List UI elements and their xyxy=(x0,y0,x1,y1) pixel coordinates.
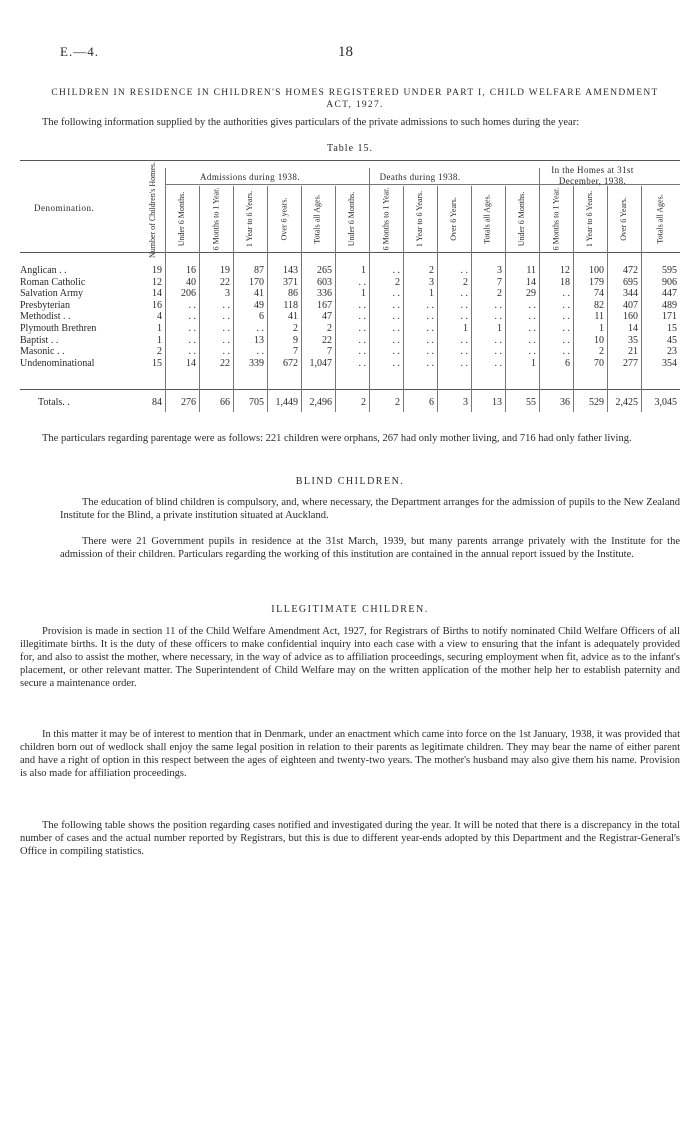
totals-cell: 6 xyxy=(429,397,434,408)
denomination-name: Presbyterian xyxy=(20,299,70,311)
parentage-paragraph: The particulars regarding parentage were as follows: 221 children were orphans, 267 had only mother living, and 716 had only father living. xyxy=(42,433,632,444)
table-cell: . . xyxy=(562,323,570,334)
in-homes-group-header: In the Homes at 31st December, 1938. xyxy=(551,165,634,186)
denomination-name: Methodist . . xyxy=(20,311,71,323)
column-header-text: Under 6 Months. xyxy=(517,191,527,247)
table-cell: . . xyxy=(358,276,366,288)
table-row xyxy=(20,300,680,311)
table-cell: . . xyxy=(426,311,434,323)
table-cell: . . xyxy=(392,311,400,323)
table-cell: . . xyxy=(222,311,230,323)
table-cell: . . xyxy=(562,346,570,358)
table-cell: 3 xyxy=(225,288,230,300)
column-header-text: Totals all Ages. xyxy=(313,194,322,244)
table-cell: 49 xyxy=(254,299,264,311)
column-header xyxy=(612,188,636,250)
table-cell: 447 xyxy=(662,288,677,300)
table-cell: . . xyxy=(222,346,230,358)
column-header-text: 6 Months to 1 Year. xyxy=(551,187,560,251)
table-cell: . . xyxy=(460,265,468,276)
table-cell: . . xyxy=(426,334,434,346)
column-header xyxy=(170,188,194,250)
table-cell: . . xyxy=(392,357,400,369)
table-cell: 19 xyxy=(152,265,162,276)
table-cell: 7 xyxy=(497,276,502,288)
table-cell: . . xyxy=(358,346,366,358)
table-cell: 82 xyxy=(594,299,604,311)
table-cell: . . xyxy=(528,299,536,311)
table-cell: . . xyxy=(426,299,434,311)
table-cell: . . xyxy=(460,311,468,323)
table-cell: 489 xyxy=(662,299,677,311)
table-cell: . . xyxy=(358,357,366,369)
table-cell: 1 xyxy=(599,323,604,334)
table-cell: . . xyxy=(358,311,366,323)
table-cell: 160 xyxy=(623,311,638,323)
table-cell: 11 xyxy=(526,265,536,276)
table-cell: 100 xyxy=(589,265,604,276)
table-cell: 371 xyxy=(283,276,298,288)
table-cell: 1 xyxy=(429,288,434,300)
column-header-text: 1 Year to 6 Years. xyxy=(245,190,255,248)
table-cell: 1 xyxy=(497,323,502,334)
table-cell: 21 xyxy=(628,346,638,358)
blind-paragraph-1: The education of blind children is compulsory, and, where necessary, the Department arranges for the admission of pupils to the New Zealand Institute for the Blind, a private institution situated at Auckland. xyxy=(60,497,680,521)
table-cell: . . xyxy=(460,334,468,346)
table-cell: 265 xyxy=(317,265,332,276)
illegitimate-children-heading: ILLEGITIMATE CHILDREN. xyxy=(271,604,429,615)
table-cell: . . xyxy=(392,288,400,300)
table-cell: 6 xyxy=(259,311,264,323)
totals-cell: 3 xyxy=(463,397,468,408)
column-header-text: Under 6 Months. xyxy=(347,191,357,247)
table-rule-head xyxy=(20,252,680,253)
table-cell: 336 xyxy=(317,288,332,300)
column-header xyxy=(238,188,262,250)
table-cell: 14 xyxy=(526,276,536,288)
table-cell: . . xyxy=(562,311,570,323)
table-cell: 29 xyxy=(526,288,536,300)
table-row xyxy=(20,265,680,276)
table-cell: 15 xyxy=(667,323,677,334)
table-cell: 206 xyxy=(181,288,196,300)
table-cell: 14 xyxy=(152,288,162,300)
table-cell: 7 xyxy=(327,346,332,358)
table-cell: 18 xyxy=(560,276,570,288)
table-cell: 2 xyxy=(395,276,400,288)
table-cell: 2 xyxy=(293,323,298,334)
totals-cell: 705 xyxy=(249,397,264,408)
table-title: CHILDREN IN RESIDENCE IN CHILDREN'S HOMES REGISTERED UNDER PART I, CHILD WELFARE AMENDMENT ACT, 1927. xyxy=(51,88,659,110)
table-cell: 595 xyxy=(662,265,677,276)
table-cell: 14 xyxy=(186,357,196,369)
illegitimate-paragraph-3: The following table shows the position regarding cases notified and investigated during the year. It will be noted that there is a discrepancy in the total number of cases and the actual number reported by Registrars, but this is due to different year-ends adopted by this Department and the Registrar-General's Office in compiling statistics. xyxy=(20,820,680,857)
table-cell: . . xyxy=(494,346,502,358)
table-cell: 277 xyxy=(623,357,638,369)
table-cell: 354 xyxy=(662,357,677,369)
denomination-name: Salvation Army xyxy=(20,288,84,300)
column-header xyxy=(578,188,602,250)
totals-cell: 529 xyxy=(589,397,604,408)
denomination-name: Masonic . . xyxy=(20,346,65,358)
table-cell: 179 xyxy=(589,276,604,288)
table-cell: 2 xyxy=(599,346,604,358)
table-cell: 906 xyxy=(662,276,677,288)
table-cell: . . xyxy=(222,334,230,346)
table-cell: . . xyxy=(392,299,400,311)
table-cell: . . xyxy=(222,299,230,311)
table-cell: 344 xyxy=(623,288,638,300)
totals-cell: 84 xyxy=(152,397,162,408)
table-cell: . . xyxy=(494,311,502,323)
table-cell: . . xyxy=(188,346,196,358)
denomination-name: Plymouth Brethren xyxy=(20,323,97,334)
totals-cell: 276 xyxy=(181,397,196,408)
table-cell: 41 xyxy=(288,311,298,323)
table-cell: 472 xyxy=(623,265,638,276)
table-cell: 167 xyxy=(317,299,332,311)
table-cell: 41 xyxy=(254,288,264,300)
table-cell: 2 xyxy=(497,288,502,300)
totals-cell: 13 xyxy=(492,397,502,408)
table-cell: 3 xyxy=(429,276,434,288)
table-cell: 407 xyxy=(623,299,638,311)
table-cell: 1,047 xyxy=(309,357,332,369)
deaths-group-header: Deaths during 1938. xyxy=(379,172,461,182)
report-reference: E.—4. xyxy=(60,44,99,59)
table-cell: . . xyxy=(392,334,400,346)
table-cell: . . xyxy=(460,357,468,369)
column-header-text: 1 Year to 6 Years. xyxy=(415,190,425,248)
table-cell: 2 xyxy=(157,346,162,358)
table-cell: . . xyxy=(460,346,468,358)
table-cell: 15 xyxy=(152,357,162,369)
column-header xyxy=(374,188,398,250)
column-header xyxy=(141,161,165,259)
table-cell: 339 xyxy=(249,357,264,369)
table-row xyxy=(20,277,680,288)
table-rule-group2 xyxy=(335,184,505,185)
denomination-name: Undenominational xyxy=(20,357,95,369)
totals-cell: 1,449 xyxy=(275,397,298,408)
totals-cell: 66 xyxy=(220,397,230,408)
table-cell: 1 xyxy=(157,334,162,346)
table-cell: . . xyxy=(358,299,366,311)
table-cell: . . xyxy=(392,265,400,276)
table-row xyxy=(20,358,680,369)
table-cell: 171 xyxy=(662,311,677,323)
table-row xyxy=(20,288,680,299)
table-cell: 170 xyxy=(249,276,264,288)
denomination-header: Denomination. xyxy=(34,203,95,213)
table-cell: 2 xyxy=(463,276,468,288)
column-header xyxy=(272,188,296,250)
table-cell: 3 xyxy=(497,265,502,276)
table-cell: 1 xyxy=(463,323,468,334)
table-cell: 87 xyxy=(254,265,264,276)
table-row xyxy=(20,311,680,322)
table-cell: 1 xyxy=(531,357,536,369)
table-cell: . . xyxy=(528,311,536,323)
table-cell: 9 xyxy=(293,334,298,346)
totals-cell: 36 xyxy=(560,397,570,408)
table-cell: . . xyxy=(426,357,434,369)
totals-cell: 3,045 xyxy=(654,397,677,408)
column-header-text: Over 6 years. xyxy=(279,197,288,241)
table-cell: 672 xyxy=(283,357,298,369)
table-cell: 7 xyxy=(293,346,298,358)
table-cell: . . xyxy=(256,346,264,358)
table-cell: 23 xyxy=(667,346,677,358)
table-cell: . . xyxy=(392,323,400,334)
totals-label: Totals. . xyxy=(38,397,70,408)
table-cell: 19 xyxy=(220,265,230,276)
column-header-text: Over 6 Years. xyxy=(449,197,458,241)
intro-paragraph: The following information supplied by the authorities gives particulars of the private admissions to such homes during the year: xyxy=(42,117,580,128)
table-cell: . . xyxy=(528,323,536,334)
table-cell: . . xyxy=(188,334,196,346)
table-cell: 695 xyxy=(623,276,638,288)
column-header-text: 6 Months to 1 Year. xyxy=(211,187,220,251)
table-row xyxy=(20,323,680,334)
table-cell: 47 xyxy=(322,311,332,323)
table-cell: 74 xyxy=(594,288,604,300)
table-cell: 2 xyxy=(327,323,332,334)
column-header xyxy=(442,188,466,250)
column-header xyxy=(510,188,534,250)
table-cell: 4 xyxy=(157,311,162,323)
table-cell: . . xyxy=(256,323,264,334)
denomination-name: Roman Catholic xyxy=(20,276,86,288)
table-cell: . . xyxy=(562,288,570,300)
denomination-name: Baptist . . xyxy=(20,334,59,346)
table-cell: 70 xyxy=(594,357,604,369)
admissions-group-header: Admissions during 1938. xyxy=(200,172,300,182)
table-cell: 16 xyxy=(186,265,196,276)
column-header-text: 1 Year to 6 Years. xyxy=(585,190,595,248)
table-cell: . . xyxy=(188,299,196,311)
table-cell: 22 xyxy=(220,276,230,288)
table-rule-group1 xyxy=(165,184,335,185)
table-cell: 12 xyxy=(152,276,162,288)
table-cell: 22 xyxy=(322,334,332,346)
column-header-text: 6 Months to 1 Year. xyxy=(381,187,390,251)
table-cell: 1 xyxy=(361,288,366,300)
totals-cell: 2 xyxy=(361,397,366,408)
table-cell: 86 xyxy=(288,288,298,300)
table-cell: . . xyxy=(494,357,502,369)
column-header xyxy=(408,188,432,250)
table-cell: . . xyxy=(528,346,536,358)
table-cell: 143 xyxy=(283,265,298,276)
table-row xyxy=(20,335,680,346)
column-header xyxy=(476,188,500,250)
table-cell: . . xyxy=(426,323,434,334)
table-cell: . . xyxy=(494,334,502,346)
table-cell: . . xyxy=(562,299,570,311)
table-cell: . . xyxy=(562,334,570,346)
column-header xyxy=(340,188,364,250)
table-row xyxy=(20,346,680,357)
table-cell: 11 xyxy=(594,311,604,323)
totals-cell: 2,425 xyxy=(615,397,638,408)
illegitimate-paragraph-1: Provision is made in section 11 of the Child Welfare Amendment Act, 1927, for Registrars of Births to notify nominated Child Welfare Officers of all illegitimate births. It is the duty of these officers to make confidential inquiry into each case with a view to ensuring that the infant is adequately provided for, and also to assist the mother, where necessary, in the way of advice as to affiliation proceedings, securing employment when fit, advice as to the infant's placement, or other relevant matter. The Superintendent of Child Welfare may on the written application of the mother help her to establish paternity and secure a maintenance order. xyxy=(20,626,680,689)
table-cell: . . xyxy=(426,346,434,358)
table-cell: 603 xyxy=(317,276,332,288)
totals-row xyxy=(20,397,680,409)
table-cell: . . xyxy=(358,323,366,334)
totals-cell: 2,496 xyxy=(309,397,332,408)
column-header xyxy=(204,188,228,250)
table-cell: 1 xyxy=(157,323,162,334)
table-cell: 16 xyxy=(152,299,162,311)
table-cell: 40 xyxy=(186,276,196,288)
table-cell: . . xyxy=(222,323,230,334)
table-cell: . . xyxy=(358,334,366,346)
table-cell: . . xyxy=(392,346,400,358)
totals-cell: 2 xyxy=(395,397,400,408)
table-cell: . . xyxy=(188,323,196,334)
column-header-text: Under 6 Months. xyxy=(177,191,187,247)
table-cell: 45 xyxy=(667,334,677,346)
column-header xyxy=(649,188,673,250)
table-cell: 13 xyxy=(254,334,264,346)
table-cell: 35 xyxy=(628,334,638,346)
table-cell: 10 xyxy=(594,334,604,346)
table-cell: . . xyxy=(494,299,502,311)
column-header xyxy=(306,188,330,250)
column-header xyxy=(544,188,568,250)
table-cell: . . xyxy=(460,299,468,311)
blind-children-heading: BLIND CHILDREN. xyxy=(295,476,405,487)
table-cell: . . xyxy=(188,311,196,323)
table-cell: 12 xyxy=(560,265,570,276)
totals-cell: 55 xyxy=(526,397,536,408)
table-rule-totals xyxy=(20,389,680,390)
denomination-name: Anglican . . xyxy=(20,265,67,276)
table-rule-top xyxy=(20,160,680,161)
table-cell: 6 xyxy=(565,357,570,369)
table-cell: . . xyxy=(460,288,468,300)
table-caption: Table 15. xyxy=(326,143,374,154)
table-cell: . . xyxy=(528,334,536,346)
table-cell: 1 xyxy=(361,265,366,276)
page-number: 18 xyxy=(338,44,353,60)
table-cell: 22 xyxy=(220,357,230,369)
blind-paragraph-2: There were 21 Government pupils in residence at the 31st March, 1939, but many parents arrange privately with the Institute for the admission of their children. Particulars regarding the working of this institution are contained in the annual report issued by the Institute. xyxy=(60,536,680,560)
illegitimate-paragraph-2: In this matter it may be of interest to mention that in Denmark, under an enactment which came into force on the 1st January, 1938, it was provided that children born out of wedlock shall enjoy the same legal position in relation to their parents as legitimate children. They may bear the name of either parent and have a right of option in this respect between the ages of eighteen and twenty-two years. The mother's husband may also give them his name. Provision is also made for affiliation proceedings. xyxy=(20,729,680,779)
column-header-text: Number of Children's Homes. xyxy=(148,161,157,259)
column-header-text: Totals all Ages. xyxy=(483,194,492,244)
table-cell: 2 xyxy=(429,265,434,276)
table-cell: 14 xyxy=(628,323,638,334)
column-header-text: Over 6 Years. xyxy=(619,197,628,241)
table-cell: 118 xyxy=(283,299,298,311)
column-header-text: Totals all Ages. xyxy=(655,194,665,244)
